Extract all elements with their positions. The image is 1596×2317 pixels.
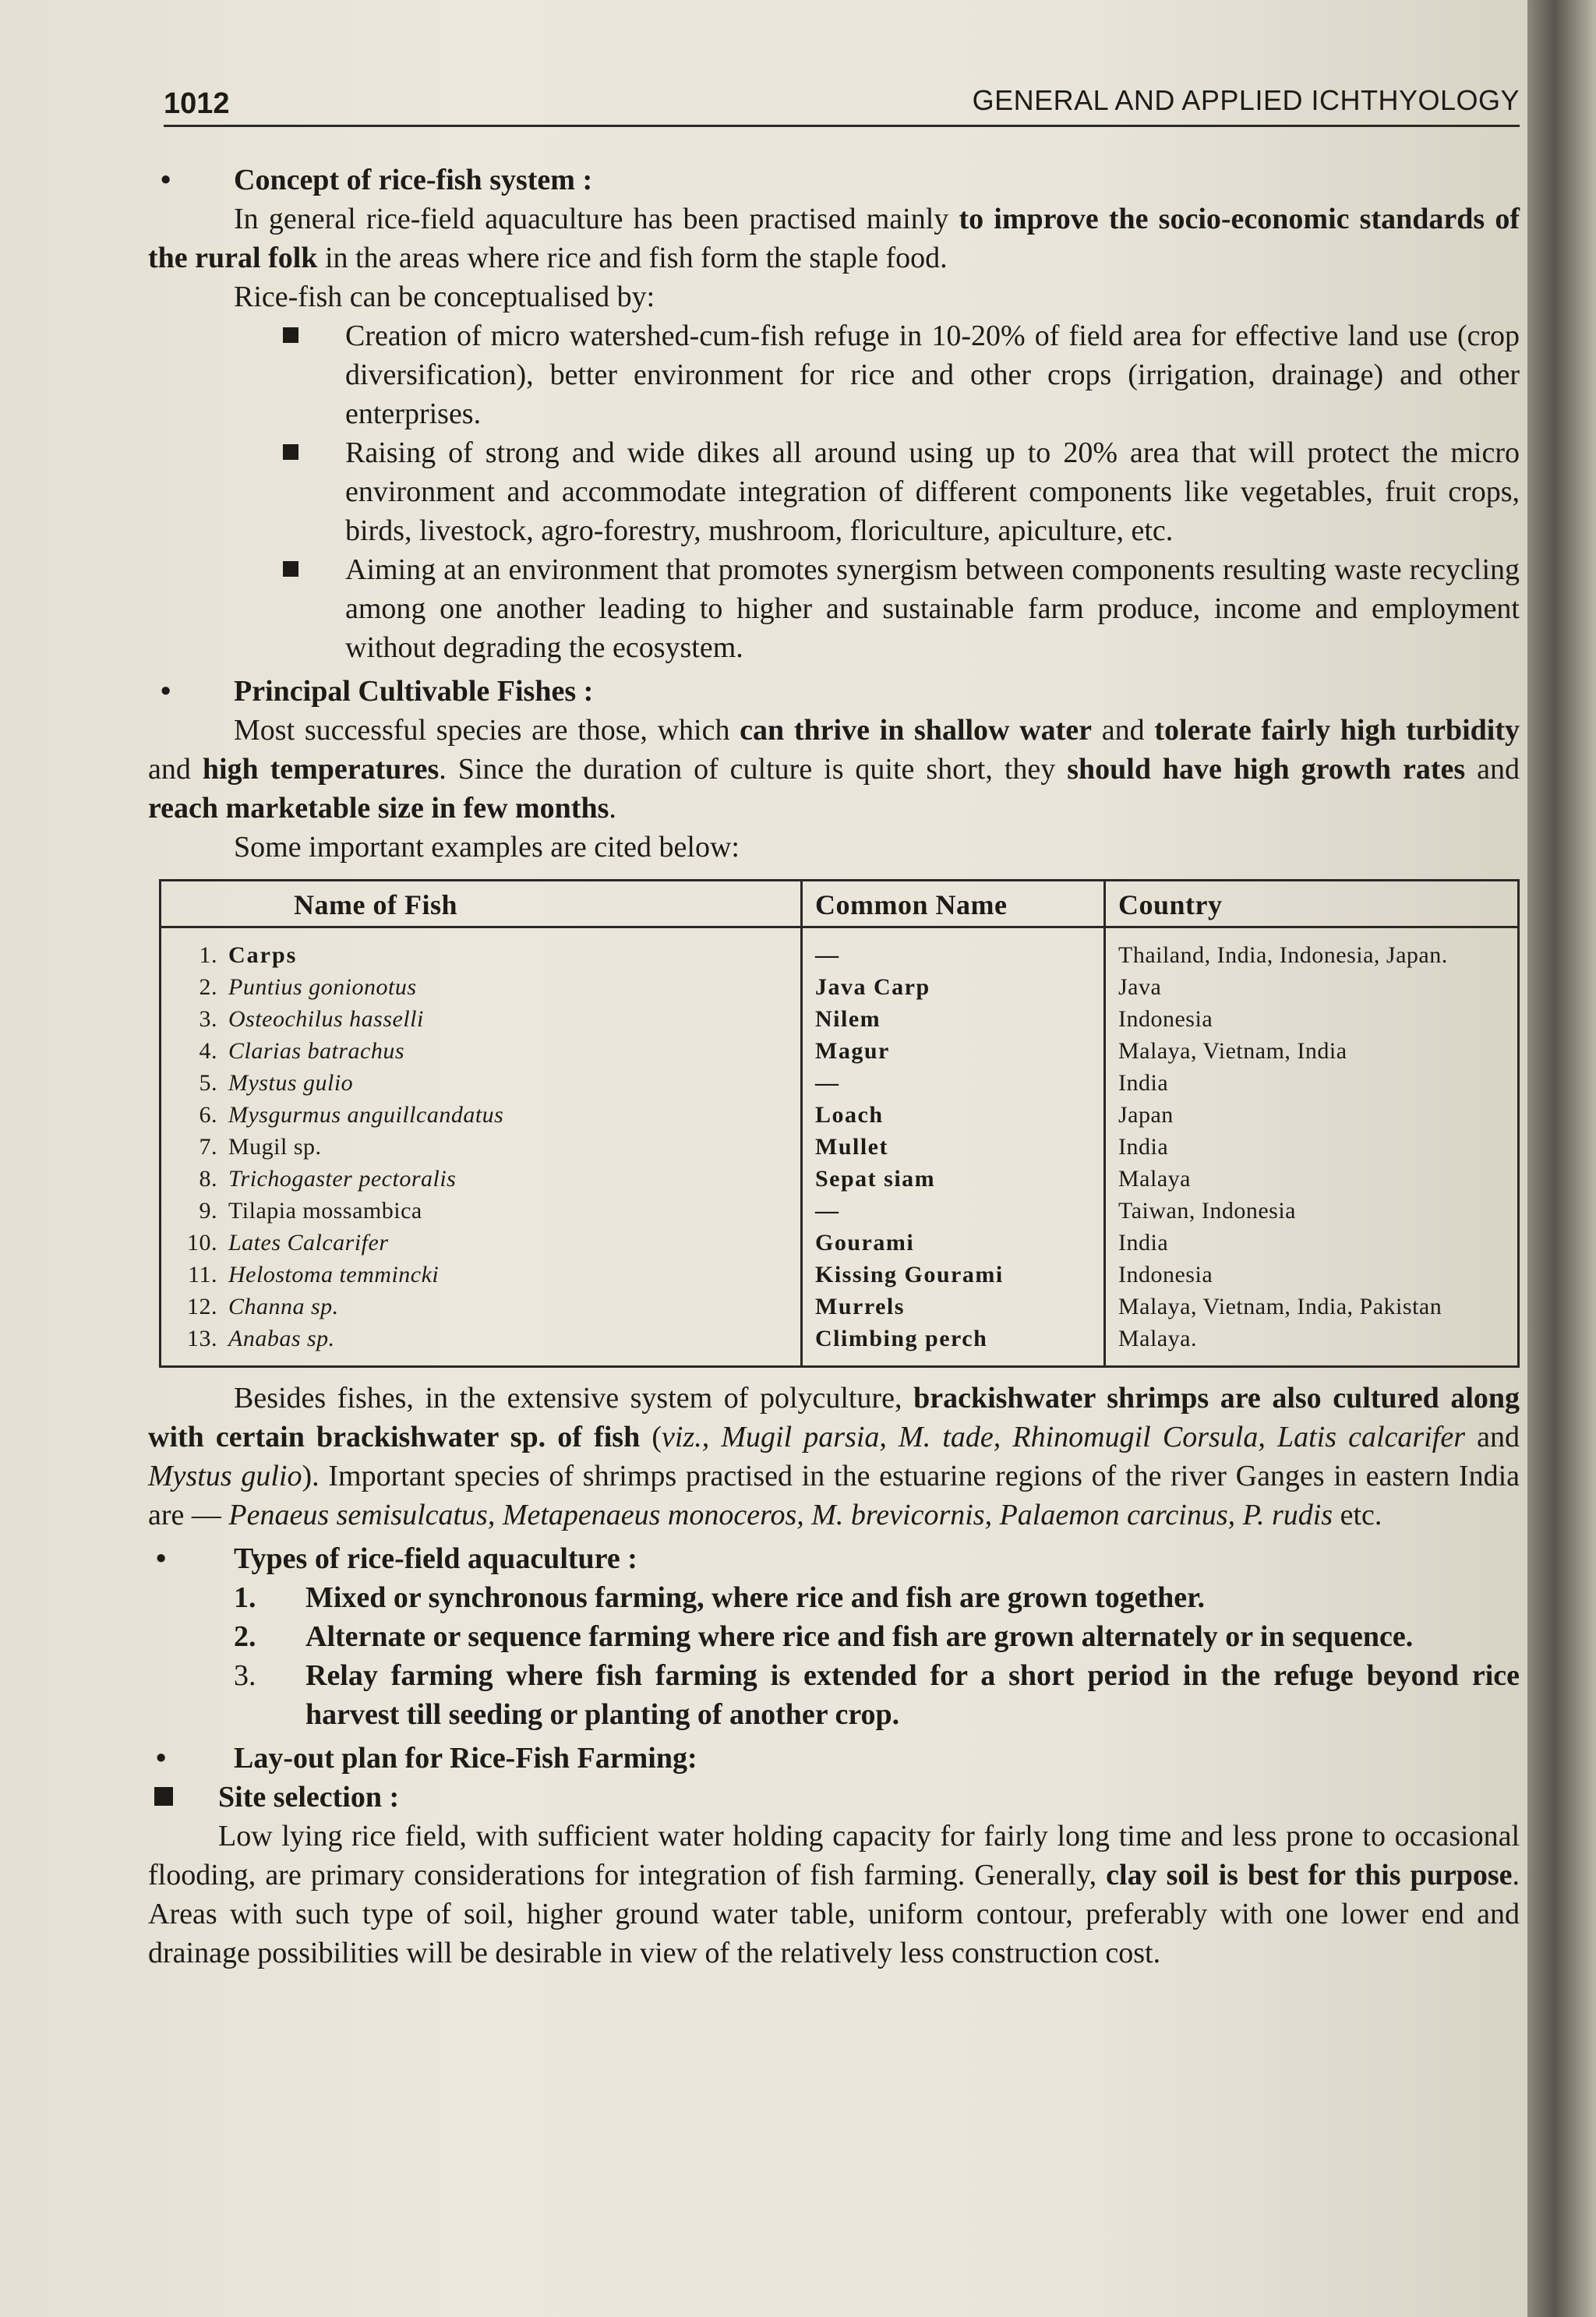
common-name: Loach	[802, 1099, 1105, 1131]
square-bullet-icon	[154, 1787, 173, 1806]
table-row: 5. Mystus gulio — India	[161, 1067, 1519, 1099]
column-header-common: Common Name	[802, 881, 1105, 927]
fish-name: Mystus gulio	[228, 1070, 354, 1096]
bullet-dot: •	[161, 164, 171, 196]
country: India	[1105, 1227, 1519, 1259]
list-item: 1. Mixed or synchronous farming, where rice and fish are grown together.	[234, 1581, 1206, 1614]
table-row: 9. Tilapia mossambica — Taiwan, Indonesia	[161, 1195, 1519, 1227]
table-row: 6. Mysgurmus anguillcandatus Loach Japan	[161, 1099, 1519, 1131]
country: Taiwan, Indonesia	[1105, 1195, 1519, 1227]
fish-name: Lates Calcarifer	[228, 1230, 389, 1256]
list-item: 2. Alternate or sequence farming where rice and fish are grown alternately or in sequence.	[234, 1620, 1414, 1653]
table-row: 3. Osteochilus hasselli Nilem Indonesia	[161, 1003, 1519, 1035]
list-item: 3. Relay farming where fish farming is extended for a short period in the refuge beyond rice harvest till seeding or planting of another crop.	[234, 1659, 1520, 1731]
paragraph-concept: In general rice-field aquaculture has been practised mainly to improve the socio-economic standards of the rural folk in the areas where rice and fish form the staple food.	[148, 203, 1520, 274]
country: Indonesia	[1105, 1259, 1519, 1291]
section-heading-fishes: • Principal Cultivable Fishes :	[148, 672, 1520, 711]
list-item: Creation of micro watershed-cum-fish refuge in 10-20% of field area for effective land use (crop diversification), better environment for rice and other crops (irrigation, drainage) and other enterprises.	[345, 316, 1520, 433]
table-header-row	[161, 881, 1519, 927]
country: India	[1105, 1131, 1519, 1163]
bullet-dot: •	[156, 1742, 167, 1775]
common-name: Magur	[802, 1035, 1105, 1067]
section-heading-concept: • Concept of rice-fish system :	[148, 161, 1520, 200]
bullet-dot: •	[156, 1542, 167, 1575]
fish-name: Osteochilus hasselli	[228, 1006, 424, 1032]
fish-name: Channa sp.	[228, 1294, 339, 1319]
fish-name: Tilapia mossambica	[228, 1198, 422, 1224]
paragraph-site-selection: Low lying rice field, with sufficient water holding capacity for fairly long time and less prone to occasional flooding, are primary considerations for integration of fish farming. Generally, clay soil is best for this purpose. Areas with such type of soil, higher ground water table, uniform contour, preferably with one lower end and drainage possibilities will be desirable in view of the relatively less construction cost.	[148, 1820, 1520, 1969]
common-name: Murrels	[802, 1291, 1105, 1323]
section-heading-types: • Types of rice-field aquaculture :	[148, 1539, 1520, 1578]
fish-name: Clarias batrachus	[228, 1038, 405, 1064]
bullet-dot: •	[161, 675, 171, 708]
common-name: Mullet	[802, 1131, 1105, 1163]
common-name: —	[802, 1195, 1105, 1227]
paragraph-fishes: Most successful species are those, which can thrive in shallow water and tolerate fairly high turbidity and high temperatures. Since the duration of culture is quite short, they should have high growth rates and reach marketable size in few months.	[148, 714, 1520, 825]
list-item: Aiming at an environment that promotes synergism between components resulting waste recycling among one another leading to higher and sustainable farm produce, income and employment without degrading the ecosystem.	[345, 550, 1520, 667]
table-row: 13. Anabas sp. Climbing perch Malaya.	[161, 1323, 1519, 1367]
page-number: 1012	[164, 87, 230, 120]
table-row: 2. Puntius gonionotus Java Carp Java	[161, 971, 1519, 1003]
country: Malaya, Vietnam, India, Pakistan	[1105, 1291, 1519, 1323]
fish-name: Mugil sp.	[228, 1134, 322, 1160]
country: Java	[1105, 971, 1519, 1003]
section-heading-layout: • Lay-out plan for Rice-Fish Farming:	[148, 1739, 1520, 1778]
country: India	[1105, 1067, 1519, 1099]
country: Malaya.	[1105, 1323, 1519, 1367]
page-body	[148, 156, 1520, 1973]
column-header-name: Name of Fish	[161, 881, 802, 927]
fish-name: Puntius gonionotus	[228, 974, 417, 1000]
table-row: 1. Carps — Thailand, India, Indonesia, Japan.	[161, 927, 1519, 972]
table-row: 10. Lates Calcarifer Gourami India	[161, 1227, 1519, 1259]
paragraph-shrimps: Besides fishes, in the extensive system of polyculture, brackishwater shrimps are also cultured along with certain brackishwater sp. of fish (viz., Mugil parsia, M. tade, Rhinomugil Corsula, Latis calcarifer and Mystus gulio). Important species of shrimps practised in the estuarine regions of the river Ganges in eastern India are — Penaeus semisulcatus, Metapenaeus monoceros, M. brevicornis, Palaemon carcinus, P. rudis etc.	[148, 1382, 1520, 1531]
country: Japan	[1105, 1099, 1519, 1131]
square-bullet-icon	[283, 444, 298, 460]
common-name: —	[802, 1067, 1105, 1099]
column-header-country: Country	[1105, 881, 1519, 927]
country: Malaya, Vietnam, India	[1105, 1035, 1519, 1067]
fishes-lead: Some important examples are cited below:	[234, 831, 740, 864]
country: Thailand, India, Indonesia, Japan.	[1105, 927, 1519, 972]
common-name: Kissing Gourami	[802, 1259, 1105, 1291]
common-name: Climbing perch	[802, 1323, 1105, 1367]
fish-name: Trichogaster pectoralis	[228, 1166, 457, 1192]
book-spine	[1527, 0, 1596, 2317]
common-name: Nilem	[802, 1003, 1105, 1035]
table-row: 4. Clarias batrachus Magur Malaya, Vietnam, India	[161, 1035, 1519, 1067]
page-header	[164, 81, 1520, 127]
country: Malaya	[1105, 1163, 1519, 1195]
common-name: —	[802, 927, 1105, 972]
country: Indonesia	[1105, 1003, 1519, 1035]
common-name: Sepat siam	[802, 1163, 1105, 1195]
fish-name: Carps	[228, 942, 298, 968]
table-row: 7. Mugil sp. Mullet India	[161, 1131, 1519, 1163]
table-row: 12. Channa sp. Murrels Malaya, Vietnam, India, Pakistan	[161, 1291, 1519, 1323]
concept-bullet-list	[148, 316, 1520, 667]
types-list	[148, 1578, 1520, 1734]
fish-table	[159, 879, 1520, 1368]
subheading-site-selection: Site selection :	[148, 1778, 1520, 1817]
common-name: Java Carp	[802, 971, 1105, 1003]
common-name: Gourami	[802, 1227, 1105, 1259]
fish-name: Helostoma temmincki	[228, 1262, 440, 1287]
table-row: 8. Trichogaster pectoralis Sepat siam Malaya	[161, 1163, 1519, 1195]
concept-lead: Rice-fish can be conceptualised by:	[234, 281, 655, 313]
square-bullet-icon	[283, 561, 298, 577]
table-row: 11. Helostoma temmincki Kissing Gourami Indonesia	[161, 1259, 1519, 1291]
fish-name: Anabas sp.	[228, 1326, 335, 1351]
fish-name: Mysgurmus anguillcandatus	[228, 1102, 504, 1128]
list-item: Raising of strong and wide dikes all around using up to 20% area that will protect the micro environment and accommodate integration of different components like vegetables, fruit crops, birds, livestock, agro-forestry, mushroom, floriculture, apiculture, etc.	[345, 433, 1520, 550]
square-bullet-icon	[283, 327, 298, 343]
running-head: GENERAL AND APPLIED ICHTHYOLOGY	[972, 84, 1520, 116]
